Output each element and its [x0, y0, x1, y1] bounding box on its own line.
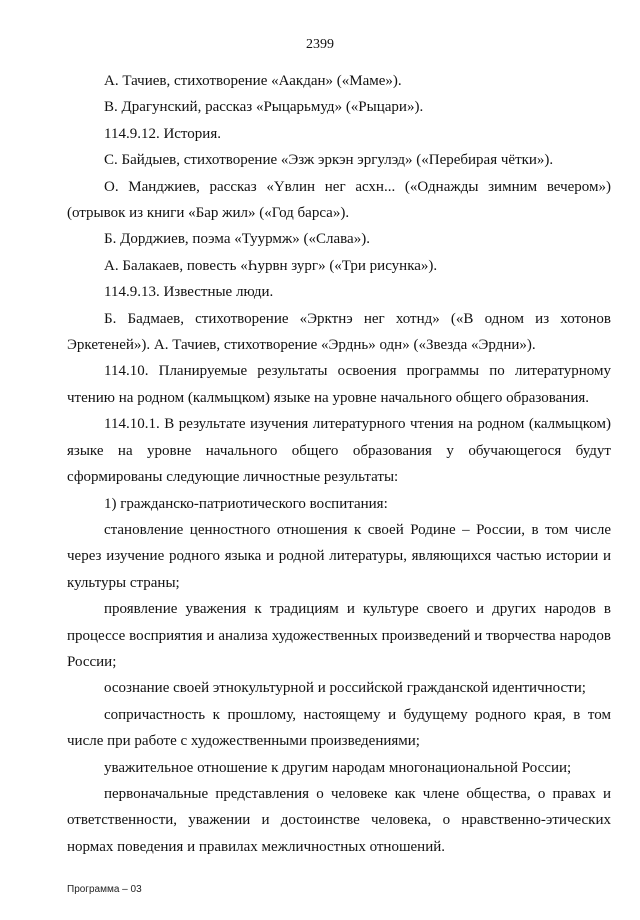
paragraph-16: сопричастность к прошлому, настоящему и будущему родного края, в том числе при работе с художественными произведениями;	[67, 706, 611, 750]
paragraph-10: 114.10. Планируемые результаты освоения программы по литературному чтению на родном (калмыцком) языке на уровне начального общего образования.	[67, 363, 611, 406]
paragraph-3: 114.9.12. История.	[104, 125, 221, 142]
paragraph-7: А. Балакаев, повесть «Һурвн зург» («Три рисунка»).	[104, 257, 438, 274]
paragraph-17: уважительное отношение к другим народам многонациональной России;	[104, 759, 572, 776]
paragraph-18: первоначальные представления о человеке как члене общества, о правах и ответственности, уважении и достоинстве человека, о нравственно-этических нормах поведения и правилах межличностных отношений.	[67, 785, 611, 855]
paragraph-11: 114.10.1. В результате изучения литературного чтения на родном (калмыцком) языке на уровне начального общего образования у обучающегося будут сформированы следующие личностные результаты:	[67, 416, 611, 486]
paragraph-13: становление ценностного отношения к своей Родине – России, в том числе через изучение родного языка и родной литературы, являющихся частью истории и культуры страны;	[67, 521, 611, 591]
paragraph-9: Б. Бадмаев, стихотворение «Эрктнэ нег хотнд» («В одном из хотонов Эркетеней»). А. Тачиев, стихотворение «Эрднь» одн» («Звезда «Эрдни»).	[67, 310, 611, 354]
paragraph-5: О. Манджиев, рассказ «Үвлин нег асхн... («Однажды зимним вечером») (отрывок из книги «Бар жил» («Год барса»).	[67, 178, 611, 222]
paragraph-8: 114.9.13. Известные люди.	[104, 284, 274, 301]
paragraph-14: проявление уважения к традициям и культуре своего и других народов в процессе восприятия и анализа художественных произведений и творчества народов России;	[67, 601, 611, 670]
page-footer: Программа – 03	[67, 884, 142, 895]
paragraph-6: Б. Дорджиев, поэма «Туурмж» («Слава»).	[104, 231, 370, 248]
paragraph-15: осознание своей этнокультурной и российской гражданской идентичности;	[104, 680, 586, 697]
paragraph-1: А. Тачиев, стихотворение «Аакдан» («Маме»).	[104, 73, 402, 89]
paragraph-12: 1) гражданско-патриотического воспитания:	[104, 495, 388, 512]
document-body	[67, 68, 611, 860]
paragraph-4: С. Байдыев, стихотворение «Эзж эркэн эргулэд» («Перебирая чётки»).	[104, 152, 554, 169]
paragraph-2: В. Драгунский, рассказ «Рыцарьмуд» («Рыцари»).	[104, 99, 424, 116]
page-number: 2399	[306, 37, 334, 52]
